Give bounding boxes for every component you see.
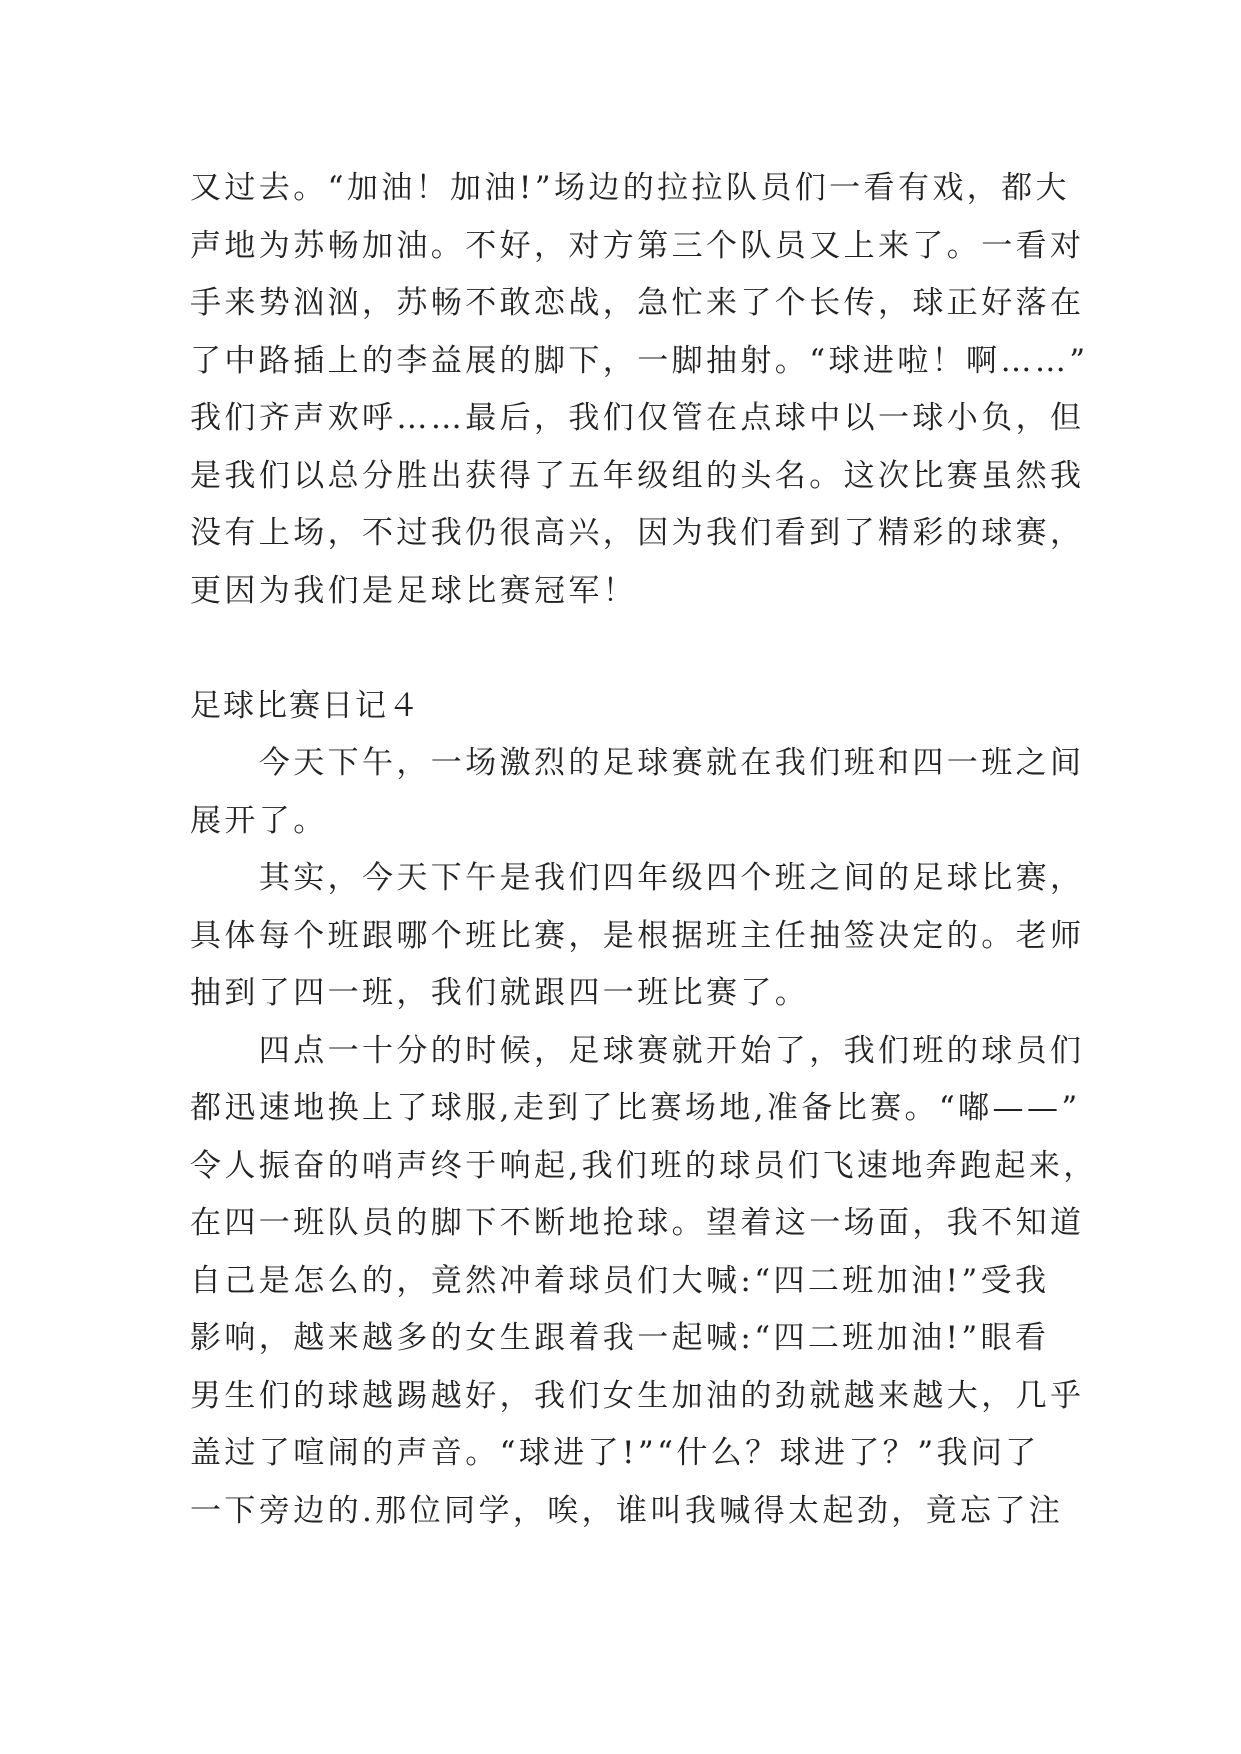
text-line: 在四一班队员的脚下不断地抢球。望着这一场面，我不知道 — [190, 1205, 1085, 1241]
section-title: 足球比赛日记４ — [190, 688, 421, 724]
text-line: 盖过了喧闹的声音。“球进了!”“什么？球进了？”我问了 — [190, 1435, 1040, 1471]
text-line: 其实，今天下午是我们四年级四个班之间的足球比赛， — [190, 860, 1085, 896]
text-line: 又过去。“加油！加油!”场边的拉拉队员们一看有戏，都大 — [190, 170, 1070, 206]
text-line: 今天下午，一场激烈的足球赛就在我们班和四一班之间 — [190, 745, 1085, 781]
text-line: 展开了。 — [190, 803, 328, 839]
text-line: 手来势汹汹，苏畅不敢恋战，急忙来了个长传，球正好落在 — [190, 285, 1085, 321]
text-line: 我们齐声欢呼……最后，我们仅管在点球中以一球小负，但 — [190, 400, 1085, 436]
text-line: 四点一十分的时候，足球赛就开始了，我们班的球员们 — [190, 1033, 1085, 1069]
text-line: 男生们的球越踢越好，我们女生加油的劲就越来越大，几乎 — [190, 1378, 1085, 1414]
text-line: 令人振奋的哨声终于响起,我们班的球员们飞速地奔跑起来， — [190, 1148, 1098, 1184]
text-line: 更因为我们是足球比赛冠军！ — [190, 573, 638, 609]
text-line: 具体每个班跟哪个班比赛，是根据班主任抽签决定的。老师 — [190, 918, 1085, 954]
text-line: 抽到了四一班，我们就跟四一班比赛了。 — [190, 975, 810, 1011]
text-line: 都迅速地换上了球服,走到了比赛场地,准备比赛。“嘟——” — [190, 1090, 1081, 1126]
text-line: 是我们以总分胜出获得了五年级组的头名。这次比赛虽然我 — [190, 458, 1085, 494]
text-line: 一下旁边的.那位同学，唉，谁叫我喊得太起劲，竟忘了注 — [190, 1493, 1064, 1529]
text-line: 了中路插上的李益展的脚下，一脚抽射。“球进啦！啊……” — [190, 343, 1089, 379]
text-line: 没有上场，不过我仍很高兴，因为我们看到了精彩的球赛， — [190, 515, 1085, 551]
text-line: 自己是怎么的，竟然冲着球员们大喊:“四二班加油!”受我 — [190, 1263, 1050, 1299]
text-line: 声地为苏畅加油。不好，对方第三个队员又上来了。一看对 — [190, 228, 1085, 264]
text-line: 影响，越来越多的女生跟着我一起喊:“四二班加油!”眼看 — [190, 1320, 1050, 1356]
